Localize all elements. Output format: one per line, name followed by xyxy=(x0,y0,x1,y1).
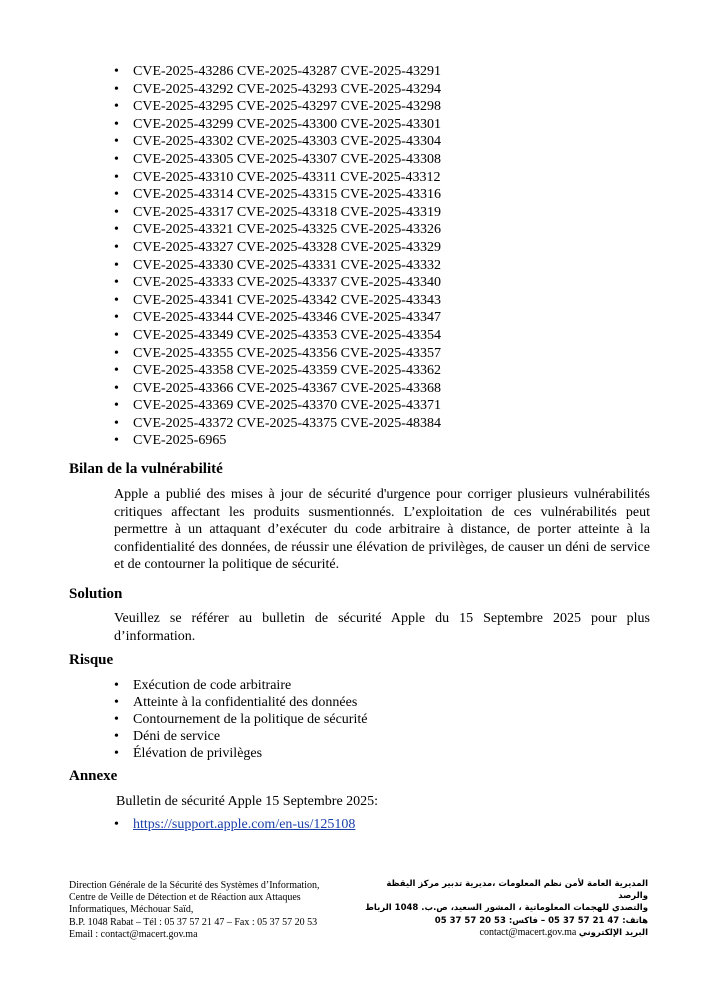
list-item xyxy=(133,817,355,833)
footer-line: Email : contact@macert.gov.ma xyxy=(69,928,198,940)
risk-list-item: • Exécution de code arbitraire xyxy=(133,677,367,694)
footer-line: المديرية العامة لأمن نظم المعلومات ،مديرية تدبير مركز اليقظة والرصد xyxy=(386,879,648,902)
risk-list-item: • Atteinte à la confidentialité des données xyxy=(133,694,367,711)
section-title-bilan: Bilan de la vulnérabilité xyxy=(69,461,223,477)
footer-line: Direction Générale de la Sécurité des Systèmes d’Information, xyxy=(69,880,320,891)
cve-list xyxy=(133,63,441,450)
footer-line xyxy=(358,927,648,939)
cve-list-item: • CVE-2025-43321 CVE-2025-43325 CVE-2025-43326 xyxy=(133,221,441,239)
footer-line: B.P. 1048 Rabat – Tél : 05 37 57 21 47 – Fax : 05 37 57 20 53 xyxy=(69,916,318,928)
footer-address-fr xyxy=(69,880,319,941)
section-title-risque: Risque xyxy=(69,652,114,668)
cve-list-item: • CVE-2025-43314 CVE-2025-43315 CVE-2025-43316 xyxy=(133,186,441,204)
apple-bulletin-link[interactable]: https://support.apple.com/en-us/125108 xyxy=(133,817,356,832)
footer-line: والتصدي للهجمات المعلوماتية ، المشور السعيد، ص.ب. 1048 الرباط xyxy=(365,903,648,914)
cve-list-item: • CVE-2025-43330 CVE-2025-43331 CVE-2025-43332 xyxy=(133,257,441,275)
cve-list-item: • CVE-2025-43358 CVE-2025-43359 CVE-2025-43362 xyxy=(133,362,441,380)
cve-list-item: • CVE-2025-43349 CVE-2025-43353 CVE-2025-43354 xyxy=(133,327,441,345)
solution-paragraph: Veuillez se référer au bulletin de sécurité Apple du 15 Septembre 2025 pour plus d’information. xyxy=(114,611,650,644)
annex-list xyxy=(133,817,355,833)
cve-list-item: • CVE-2025-43341 CVE-2025-43342 CVE-2025-43343 xyxy=(133,292,441,310)
footer-address-ar xyxy=(358,878,648,939)
cve-list-item: • CVE-2025-43299 CVE-2025-43300 CVE-2025-43301 xyxy=(133,116,441,134)
footer-line: Informatiques, Méchouar Saïd, xyxy=(69,904,194,916)
footer-email: contact@macert.gov.ma xyxy=(479,926,577,938)
cve-list-item: • CVE-2025-43302 CVE-2025-43303 CVE-2025-43304 xyxy=(133,133,441,151)
footer-line: Centre de Veille de Détection et de Réaction aux Attaques xyxy=(69,892,301,904)
risk-list-item: • Élévation de privilèges xyxy=(133,745,367,762)
annexe-paragraph: Bulletin de sécurité Apple 15 Septembre 2025: xyxy=(116,794,379,809)
cve-list-item: • CVE-2025-43327 CVE-2025-43328 CVE-2025-43329 xyxy=(133,239,441,257)
section-title-annexe: Annexe xyxy=(69,768,118,784)
cve-list-item: • CVE-2025-43355 CVE-2025-43356 CVE-2025-43357 xyxy=(133,345,441,363)
cve-list-item: • CVE-2025-43286 CVE-2025-43287 CVE-2025-43291 xyxy=(133,63,441,81)
footer-email-label: البريد الإلكتروني xyxy=(578,927,648,938)
cve-list-item: • CVE-2025-43310 CVE-2025-43311 CVE-2025-43312 xyxy=(133,169,441,187)
cve-list-item: • CVE-2025-6965 xyxy=(133,432,441,450)
footer-line: هاتف: 47 21 57 37 05 – فاكس: 53 20 57 37 05 xyxy=(434,915,648,926)
cve-list-item: • CVE-2025-43295 CVE-2025-43297 CVE-2025-43298 xyxy=(133,98,441,116)
section-title-solution: Solution xyxy=(69,586,123,602)
cve-list-item: • CVE-2025-43292 CVE-2025-43293 CVE-2025-43294 xyxy=(133,81,441,99)
risk-list xyxy=(133,677,367,762)
cve-list-item: • CVE-2025-43317 CVE-2025-43318 CVE-2025-43319 xyxy=(133,204,441,222)
cve-list-item: • CVE-2025-43366 CVE-2025-43367 CVE-2025-43368 xyxy=(133,380,441,398)
risk-list-item: • Déni de service xyxy=(133,728,367,745)
cve-list-item: • CVE-2025-43305 CVE-2025-43307 CVE-2025-43308 xyxy=(133,151,441,169)
risk-list-item: • Contournement de la politique de sécurité xyxy=(133,711,367,728)
cve-list-item: • CVE-2025-43344 CVE-2025-43346 CVE-2025-43347 xyxy=(133,309,441,327)
cve-list-item: • CVE-2025-43333 CVE-2025-43337 CVE-2025-43340 xyxy=(133,274,441,292)
bilan-paragraph: Apple a publié des mises à jour de sécurité d'urgence pour corriger plusieurs vulnérabilités critiques affectant les produits susmentionnés. L’exploitation de ces vulnérabilités peut permettre à un attaquant d’exécuter du code arbitraire à distance, de porter atteinte à la confidentialité des données, de réussir une élévation de privilèges, de causer un déni de service et de contourner la politique de sécurité. xyxy=(114,487,650,572)
cve-list-item: • CVE-2025-43369 CVE-2025-43370 CVE-2025-43371 xyxy=(133,397,441,415)
cve-list-item: • CVE-2025-43372 CVE-2025-43375 CVE-2025-48384 xyxy=(133,415,441,433)
